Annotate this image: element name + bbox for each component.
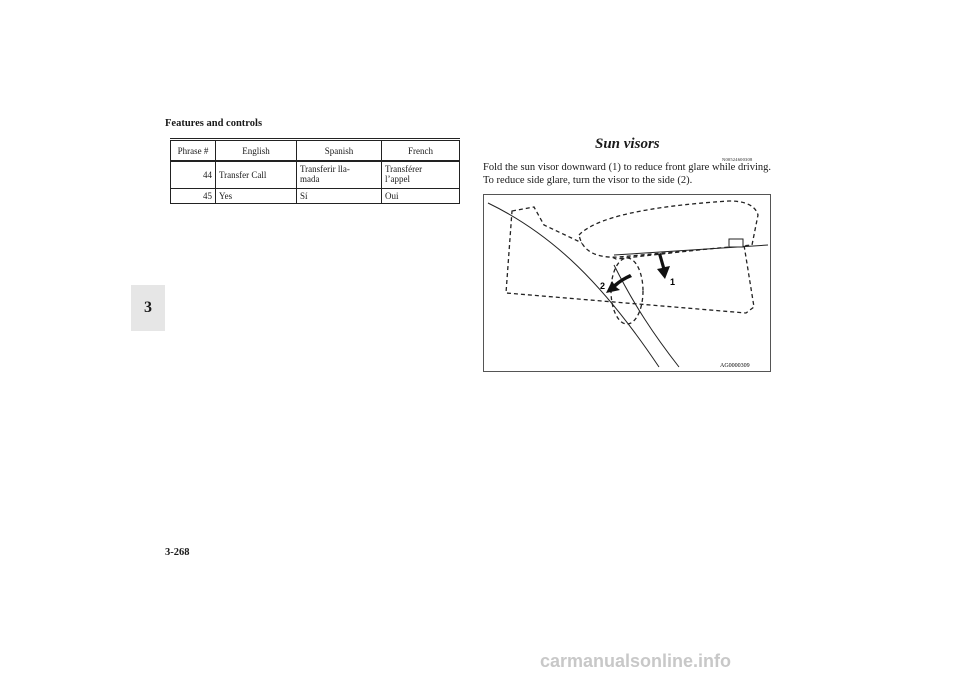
- section-code: N00524600308: [722, 157, 753, 162]
- col-header-english: English: [216, 141, 297, 162]
- cell-spanish: Transferir lla- mada: [297, 161, 382, 188]
- watermark: carmanualsonline.info: [540, 651, 732, 671]
- body-paragraph: Fold the sun visor downward (1) to reduce front glare while driving. To reduce side glare, turn the visor to the side (2).: [483, 162, 771, 186]
- arrow-side-icon: [606, 274, 632, 293]
- cell-french: Oui: [382, 188, 460, 203]
- section-title: Sun visors: [595, 136, 660, 152]
- table-row: [171, 188, 460, 203]
- cell-english: Transfer Call: [216, 161, 297, 188]
- cell-spanish: Sí: [297, 188, 382, 203]
- cell-english: Yes: [216, 188, 297, 203]
- sun-visor-illustration: [483, 194, 771, 372]
- table-row: [171, 161, 460, 188]
- sun-visor-drawing: [484, 195, 772, 373]
- chapter-tab: [131, 285, 165, 331]
- page-number: 3-268: [165, 547, 190, 558]
- cell-phrase-num: 44: [171, 161, 216, 188]
- visor-body: [579, 201, 758, 257]
- section-header: Features and controls: [165, 118, 263, 129]
- cell-french: Transférer l’appel: [382, 161, 460, 188]
- arrow-down-icon: [657, 253, 670, 279]
- col-header-phrase: Phrase #: [171, 141, 216, 162]
- col-header-french: French: [382, 141, 460, 162]
- phrase-table: [170, 140, 460, 204]
- figure-id: AG0000309: [720, 363, 750, 369]
- callout-2: 2: [600, 281, 606, 291]
- cell-phrase-num: 45: [171, 188, 216, 203]
- chapter-number: 3: [144, 299, 152, 316]
- visor-clip: [729, 239, 743, 247]
- table-top-rule: [170, 138, 460, 139]
- callout-1: 1: [670, 277, 676, 287]
- col-header-spanish: Spanish: [297, 141, 382, 162]
- table-header-row: [171, 141, 460, 162]
